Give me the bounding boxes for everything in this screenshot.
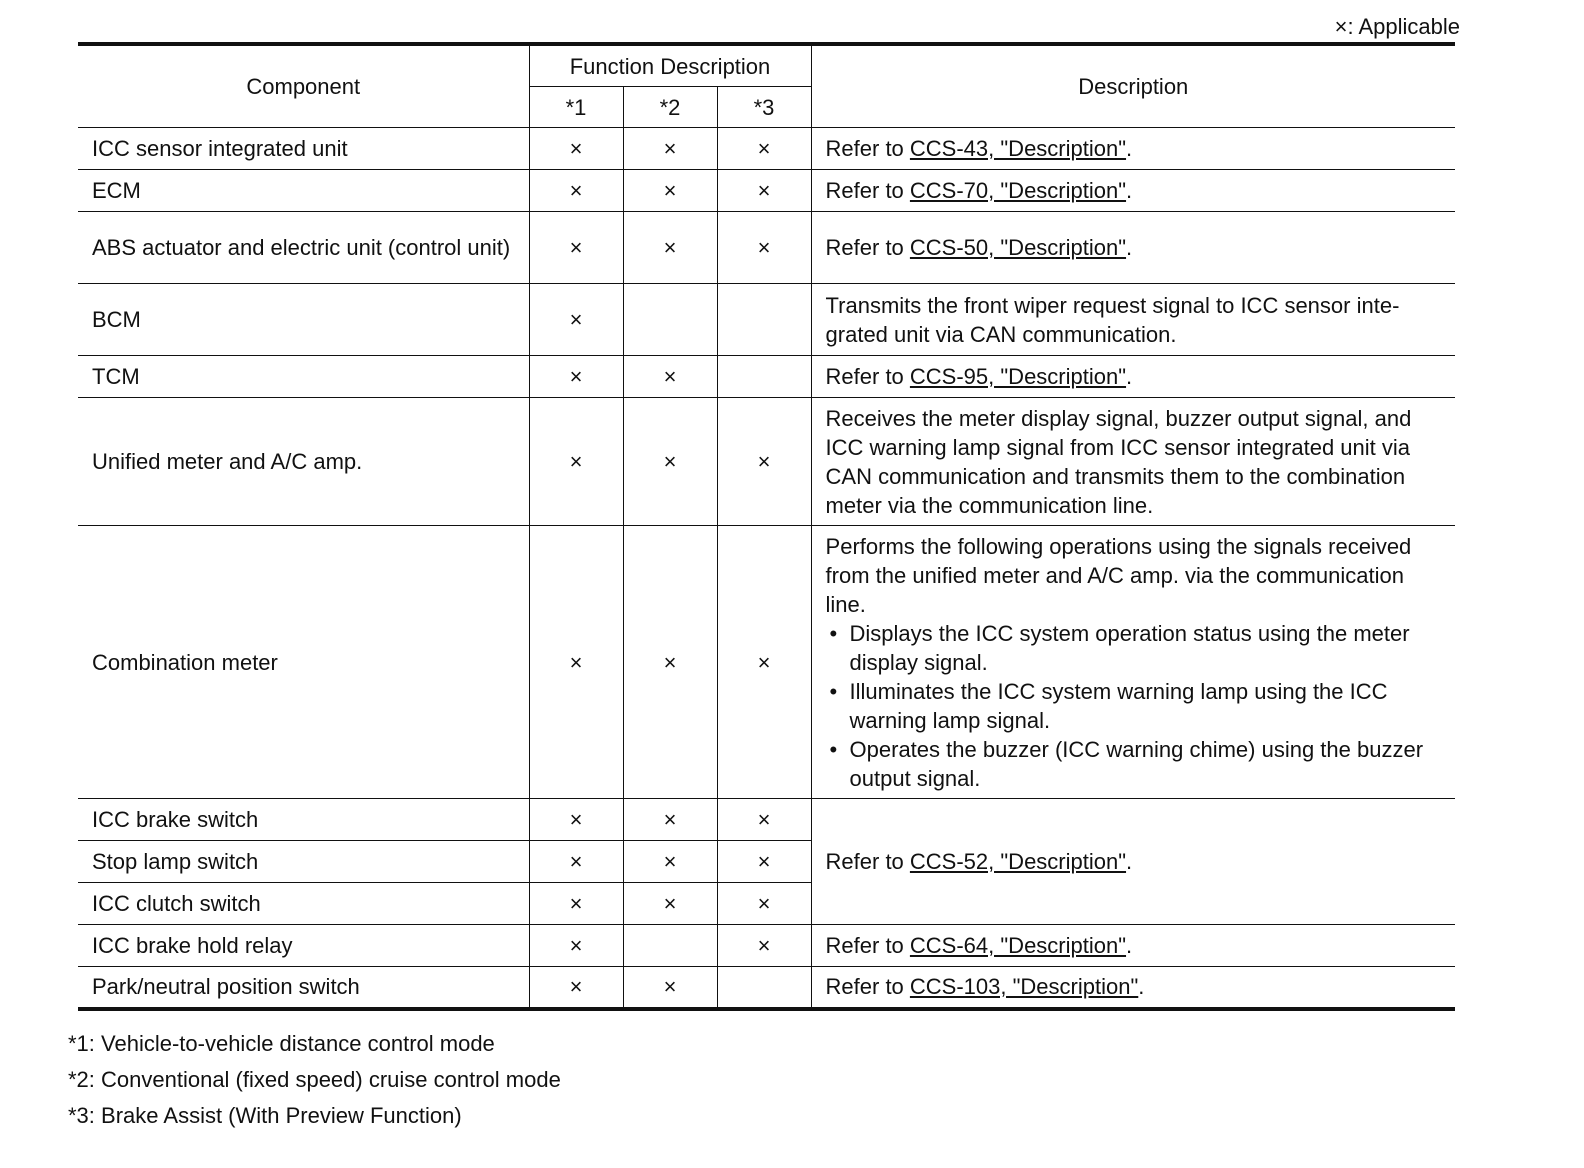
mode-1-mark: × bbox=[529, 212, 623, 284]
footnote-mode-1: *1: Vehicle-to-vehicle distance control mode bbox=[68, 1031, 495, 1056]
table-row bbox=[78, 284, 1455, 356]
table-row bbox=[78, 398, 1455, 526]
description-suffix: . bbox=[1138, 974, 1145, 1000]
reference-link[interactable]: CCS-95, "Description" bbox=[909, 364, 1127, 389]
mode-2-mark bbox=[623, 925, 717, 967]
mode-2-mark: × bbox=[623, 170, 717, 212]
component-cell: TCM bbox=[78, 356, 529, 398]
component-cell: Stop lamp switch bbox=[78, 841, 529, 883]
description-cell bbox=[811, 799, 1455, 925]
description-prefix: Refer to bbox=[825, 136, 910, 161]
mode-1-mark: × bbox=[529, 170, 623, 212]
reference-link[interactable]: CCS-70, "Description" bbox=[909, 178, 1127, 203]
component-cell: BCM bbox=[78, 284, 529, 356]
mode-3-mark: × bbox=[717, 170, 811, 212]
mode-2-mark: × bbox=[623, 356, 717, 398]
description-suffix: . bbox=[1126, 933, 1133, 958]
description-suffix: . bbox=[1126, 364, 1133, 389]
mode-3-mark: × bbox=[717, 883, 811, 925]
component-cell: ECM bbox=[78, 170, 529, 212]
component-cell: ICC clutch switch bbox=[78, 883, 529, 925]
reference-link[interactable]: CCS-103, "Description" bbox=[909, 974, 1139, 1000]
description-intro: Performs the following operations using the signals received from the unified meter and A/C amp. via the communication line. bbox=[825, 533, 1412, 617]
description-suffix: . bbox=[1126, 849, 1133, 874]
mode-2-mark: × bbox=[623, 841, 717, 883]
component-cell: Park/neutral position switch bbox=[78, 967, 529, 1009]
operation-list bbox=[826, 619, 1444, 793]
header-description: Description bbox=[811, 44, 1455, 128]
mode-2-mark: × bbox=[623, 967, 717, 1009]
reference-link[interactable]: CCS-64, "Description" bbox=[909, 933, 1127, 958]
header-mode-1: *1 bbox=[529, 87, 623, 128]
table-row bbox=[78, 799, 1455, 841]
mode-2-mark: × bbox=[623, 799, 717, 841]
mode-1-mark: × bbox=[529, 356, 623, 398]
reference-link[interactable]: CCS-50, "Description" bbox=[909, 235, 1127, 260]
reference-link[interactable]: CCS-52, "Description" bbox=[909, 849, 1127, 874]
mode-3-mark: × bbox=[717, 841, 811, 883]
description-prefix: Refer to bbox=[825, 849, 910, 874]
footnote-mode-3: *3: Brake Assist (With Preview Function) bbox=[68, 1103, 462, 1128]
mode-2-mark: × bbox=[623, 398, 717, 526]
description-prefix: Refer to bbox=[825, 974, 910, 1000]
component-cell: ICC sensor integrated unit bbox=[78, 128, 529, 170]
description-cell bbox=[811, 925, 1455, 967]
table-row bbox=[78, 526, 1455, 799]
list-item: • Operates the buzzer (ICC warning chime) using the buzzer output signal. bbox=[826, 735, 1444, 793]
table-row bbox=[78, 170, 1455, 212]
header-function-description: Function Description bbox=[529, 44, 811, 87]
description-prefix: Refer to bbox=[825, 235, 910, 260]
description-cell: Transmits the front wiper request signal to ICC sensor inte-grated unit via CAN communication. bbox=[811, 284, 1455, 356]
reference-link[interactable]: CCS-43, "Description" bbox=[909, 136, 1127, 161]
mode-1-mark: × bbox=[529, 526, 623, 799]
table-row bbox=[78, 356, 1455, 398]
description-cell bbox=[811, 170, 1455, 212]
component-function-table bbox=[78, 42, 1455, 1011]
description-cell bbox=[811, 212, 1455, 284]
mode-3-mark: × bbox=[717, 799, 811, 841]
mode-1-mark: × bbox=[529, 398, 623, 526]
applicable-legend: ×: Applicable bbox=[1334, 14, 1460, 39]
mode-3-mark: × bbox=[717, 925, 811, 967]
description-prefix: Refer to bbox=[825, 178, 910, 203]
description-cell: Receives the meter display signal, buzzer output signal, and ICC warning lamp signal from ICC sensor integrated unit via CAN communication and transmits them to the combination meter via the communication line. bbox=[811, 398, 1455, 526]
header-component: Component bbox=[78, 44, 529, 128]
component-cell: Unified meter and A/C amp. bbox=[78, 398, 529, 526]
table-row bbox=[78, 925, 1455, 967]
list-item: • Displays the ICC system operation status using the meter display signal. bbox=[826, 619, 1444, 677]
description-prefix: Refer to bbox=[825, 933, 910, 958]
mode-1-mark: × bbox=[529, 967, 623, 1009]
mode-3-mark: × bbox=[717, 526, 811, 799]
description-cell bbox=[811, 356, 1455, 398]
mode-3-mark bbox=[717, 967, 811, 1009]
mode-2-mark bbox=[623, 284, 717, 356]
table-row bbox=[78, 212, 1455, 284]
mode-1-mark: × bbox=[529, 925, 623, 967]
mode-2-mark: × bbox=[623, 212, 717, 284]
header-mode-3: *3 bbox=[717, 87, 811, 128]
mode-1-mark: × bbox=[529, 841, 623, 883]
description-suffix: . bbox=[1126, 235, 1133, 260]
list-item: • Illuminates the ICC system warning lamp using the ICC warning lamp signal. bbox=[826, 677, 1444, 735]
description-cell bbox=[811, 526, 1455, 799]
mode-2-mark: × bbox=[623, 883, 717, 925]
description-suffix: . bbox=[1126, 136, 1133, 161]
mode-3-mark: × bbox=[717, 212, 811, 284]
component-cell: ICC brake hold relay bbox=[78, 925, 529, 967]
mode-1-mark: × bbox=[529, 128, 623, 170]
component-cell: ABS actuator and electric unit (control unit) bbox=[78, 212, 529, 284]
header-mode-2: *2 bbox=[623, 87, 717, 128]
mode-3-mark bbox=[717, 284, 811, 356]
table-row bbox=[78, 128, 1455, 170]
mode-3-mark bbox=[717, 356, 811, 398]
mode-1-mark: × bbox=[529, 883, 623, 925]
mode-3-mark: × bbox=[717, 398, 811, 526]
mode-1-mark: × bbox=[529, 799, 623, 841]
mode-1-mark: × bbox=[529, 284, 623, 356]
mode-2-mark: × bbox=[623, 128, 717, 170]
description-cell bbox=[811, 128, 1455, 170]
description-prefix: Refer to bbox=[825, 364, 910, 389]
footnotes bbox=[68, 1026, 561, 1134]
component-cell: ICC brake switch bbox=[78, 799, 529, 841]
mode-2-mark: × bbox=[623, 526, 717, 799]
footnote-mode-2: *2: Conventional (fixed speed) cruise control mode bbox=[68, 1067, 561, 1092]
description-cell bbox=[811, 967, 1455, 1009]
mode-3-mark: × bbox=[717, 128, 811, 170]
table-row bbox=[78, 967, 1455, 1009]
component-cell: Combination meter bbox=[78, 526, 529, 799]
description-suffix: . bbox=[1126, 178, 1133, 203]
